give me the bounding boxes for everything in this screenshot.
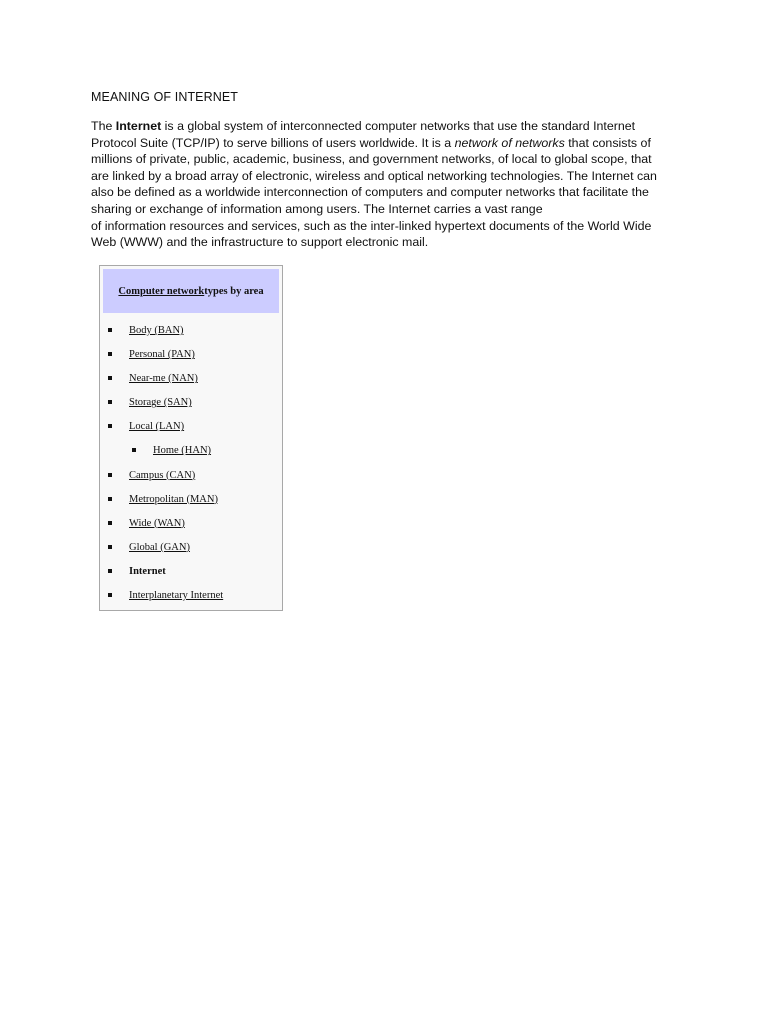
network-type-link-metropolitan[interactable]: Metropolitan (MAN) xyxy=(129,493,218,505)
network-type-link-wide[interactable]: Wide (WAN) xyxy=(129,517,185,529)
network-of-networks-term: network of networks xyxy=(454,135,565,150)
square-bullet-icon xyxy=(108,545,112,549)
paragraph-text: The xyxy=(91,119,116,133)
square-bullet-icon xyxy=(108,328,112,332)
square-bullet-icon xyxy=(108,352,112,356)
network-type-internet-current: Internet xyxy=(129,565,166,577)
page-title: MEANING OF INTERNET xyxy=(91,90,239,104)
square-bullet-icon xyxy=(108,400,112,404)
paragraph-text: is a global system of interconnected computer networks that use the standard Internet xyxy=(161,119,636,133)
square-bullet-icon xyxy=(108,569,112,573)
paragraph-line-4: are linked by a broad array of electronic, wireless and optical networking technologies. The Internet can xyxy=(91,168,657,183)
intro-paragraph xyxy=(91,118,681,251)
network-type-link-interplanetary[interactable]: Interplanetary Internet xyxy=(129,590,224,602)
paragraph-text: Protocol Suite (TCP/IP) to serve billions of users worldwide. It is a xyxy=(91,135,455,150)
square-bullet-icon xyxy=(108,593,112,597)
square-bullet-icon xyxy=(132,448,136,452)
paragraph-line-2 xyxy=(91,135,681,152)
network-type-link-global[interactable]: Global (GAN) xyxy=(129,541,190,553)
paragraph-line-7: of information resources and services, such as the inter-linked hypertext documents of the World Wide xyxy=(91,218,652,233)
paragraph-line-3: millions of private, public, academic, business, and government networks, of local to global scope, that xyxy=(91,152,652,167)
paragraph-line-1 xyxy=(91,118,681,135)
square-bullet-icon xyxy=(108,473,112,477)
square-bullet-icon xyxy=(108,424,112,428)
navbox-header-text: types by area xyxy=(204,285,264,297)
paragraph-line-8: Web (WWW) and the infrastructure to support electronic mail. xyxy=(91,235,429,250)
network-type-link-personal[interactable]: Personal (PAN) xyxy=(129,349,195,361)
network-type-link-campus[interactable]: Campus (CAN) xyxy=(129,469,196,481)
paragraph-line-6: sharing or exchange of information among users. The Internet carries a vast range xyxy=(91,201,543,216)
network-type-link-near-me[interactable]: Near-me (NAN) xyxy=(129,373,198,385)
paragraph-text: that consists of xyxy=(564,135,651,150)
network-type-link-body[interactable]: Body (BAN) xyxy=(129,325,184,336)
paragraph-line-5: also be defined as a worldwide interconnection of computers and computer networks that facilitate the xyxy=(91,185,649,200)
square-bullet-icon xyxy=(108,376,112,380)
computer-network-link[interactable]: Computer network xyxy=(118,285,205,297)
network-type-link-local[interactable]: Local (LAN) xyxy=(129,421,185,433)
network-types-navbox xyxy=(99,265,283,611)
internet-term: Internet xyxy=(115,119,162,133)
square-bullet-icon xyxy=(108,521,112,525)
network-type-link-storage[interactable]: Storage (SAN) xyxy=(129,397,192,409)
square-bullet-icon xyxy=(108,497,112,501)
navbox-header xyxy=(103,269,279,313)
network-type-link-home[interactable]: Home (HAN) xyxy=(153,445,212,457)
